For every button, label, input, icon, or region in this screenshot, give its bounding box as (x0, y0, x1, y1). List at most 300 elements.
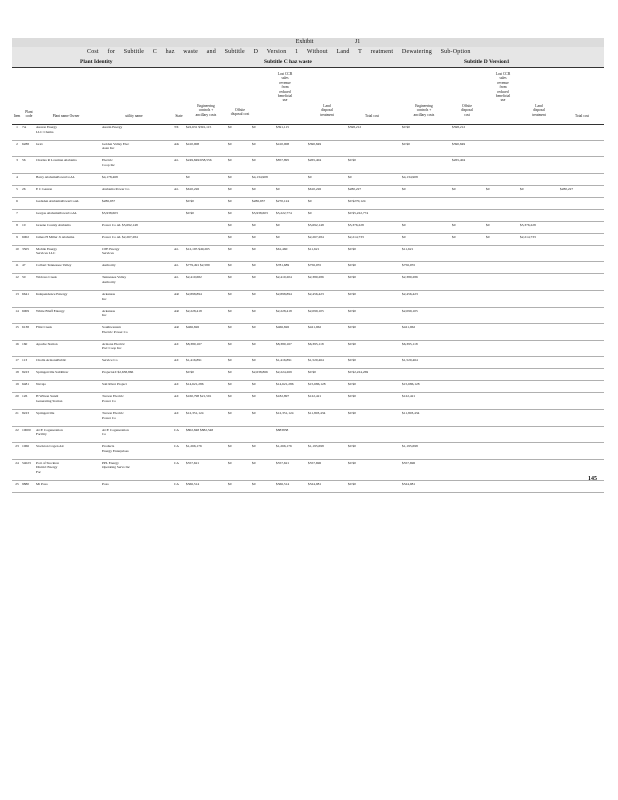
table-row (12, 393, 604, 410)
cell-disposal-c: $15,686,128 (308, 382, 326, 387)
cell-item: 1 (16, 125, 18, 129)
cell-item: 13 (15, 291, 19, 296)
cell-utility: Tennessee Valley Authority (102, 275, 127, 284)
cell-engineering-d: $524,981 (402, 481, 416, 486)
cell-owner: ACE Cogeneration Facility (36, 427, 63, 437)
cell-utility: ACE Cogeneration Co (102, 427, 129, 437)
cell-utility: Arkansas Inc (102, 291, 116, 301)
cell-offsite-c: $0 (228, 198, 232, 203)
cell-land-c: $2,228,418 (276, 308, 292, 313)
cell-land-c: $2,898,894 (276, 291, 292, 296)
cell-plant-code: 6138 (22, 325, 29, 330)
cell-total-c: $0 $2,224,269 (348, 370, 369, 375)
cell-offsite-c: $0 (228, 410, 232, 415)
cell-land-c: $410,908 (276, 141, 290, 146)
table-row (12, 427, 604, 444)
table-row (12, 481, 604, 493)
cell-lost-ccr-c: $0 (252, 325, 256, 330)
cell-owner: Widows Creek (36, 275, 57, 280)
cell-lost-ccr-c: $0 (252, 460, 256, 465)
cell-offsite-c: $0 (228, 358, 232, 363)
cell-owner: Mt Poso (36, 481, 48, 486)
header-plant-code: Plant code (25, 110, 33, 119)
cell-disposal-c: $557,696 (308, 460, 322, 465)
cell-land-d: $0 (520, 186, 524, 191)
table-row (12, 341, 604, 358)
cell-total-c: $0 $0 (348, 481, 356, 486)
cell-land-c: $14,621,286 (276, 382, 294, 387)
cell-total-c: $5,376,228 (348, 222, 364, 227)
cell-lost-ccr-c: $0 (252, 275, 256, 280)
cell-state: CA (174, 427, 179, 432)
cell-item: 5 (16, 186, 18, 191)
cell-offsite-d: $0 (452, 222, 456, 227)
cell-utility: $286,937 (102, 198, 116, 203)
cell-engineering-c: $2,410,682 (186, 275, 202, 280)
cell-offsite-c: $0 (228, 174, 232, 179)
cell-engineering-c: $566,514 (186, 481, 200, 486)
cell-owner: H Wilson Sundt Generating Station (36, 394, 63, 403)
cell-engineering-c: $160,798 $21,591 (186, 394, 212, 399)
cell-engineering-c: $466,826 (186, 325, 200, 330)
cell-lost-ccr-c: $286,937 (252, 198, 266, 203)
cell-owner: Colbert Tennessee Valley (36, 263, 72, 268)
cell-land-c: $2,410,204 (276, 275, 292, 280)
cell-owner: James H Miller Jr Alabama (36, 234, 75, 239)
header-utility: utility name (125, 114, 143, 118)
cell-land-c: $781,689 (276, 263, 290, 268)
cell-owner: Springerville SaltRiver (36, 370, 69, 375)
cell-offsite-c: $0 (228, 394, 232, 399)
cell-lost-ccr-c: $0 (252, 246, 256, 251)
cell-plant-code: 7A (22, 125, 27, 129)
cell-utility: Alabama Power Co (102, 186, 130, 191)
cell-total-c: $0 $0 (348, 382, 356, 387)
cell-owner: Port of Stockton District Energy Fac (36, 460, 59, 474)
cell-engineering-c: $0 (186, 174, 190, 179)
cell-land-c: $0 (276, 234, 280, 239)
cell-disposal-c: $1,195,698 (308, 444, 324, 449)
exhibit-number: J1 (354, 39, 361, 45)
cell-engineering-d: $0 (402, 234, 406, 239)
cell-offsite-c: $0 (228, 263, 232, 268)
cell-utility: Tucson Electric Power Co (102, 394, 124, 403)
cell-item: 25 (15, 481, 19, 486)
cell-total-c: $0 $0 (348, 341, 356, 346)
cell-utility: Austin Energy (102, 125, 123, 129)
cell-total-c: $0 $270,124 (348, 198, 366, 203)
cell-lost-ccr-d: $0 (486, 222, 490, 227)
cell-total-c: $2,214,733 (348, 234, 364, 239)
cell-disposal-c: $610,226 (308, 186, 322, 191)
cell-disposal-c: $6,395,118 (308, 341, 324, 346)
table-row (12, 186, 604, 198)
cell-utility: Electric Coop Inc (102, 158, 115, 167)
exhibit-label: Exhibit (295, 39, 314, 45)
cell-item: 21 (15, 410, 19, 415)
cell-engineering-d: $557,696 (402, 460, 416, 465)
cell-utility: CPE Energy Services (102, 246, 120, 256)
cell-engineering-c: $2,228,418 (186, 308, 202, 313)
cell-engineering-c: $14,621,286 (186, 382, 204, 387)
cell-engineering-c: $610,226 (186, 186, 200, 191)
cell-state: AK (174, 141, 180, 146)
table-row (12, 369, 604, 381)
cell-engineering-c: $12,195 $49,265 (186, 246, 210, 251)
cell-item: 7 (16, 210, 18, 215)
table-row (12, 174, 604, 186)
cell-plant-code: 54023 (22, 460, 31, 465)
cell-engineering-d: $1,520,464 (402, 358, 418, 363)
cell-lost-ccr-c: $0 (252, 308, 256, 313)
cell-disposal-c: $2,099,105 (308, 308, 324, 313)
cell-offsite-c: $0 (228, 444, 232, 449)
cell-disposal-c: $265,404 (308, 158, 322, 163)
cell-total-c: $280,227 (348, 186, 362, 191)
cell-utility: $5,938,603 (102, 210, 118, 215)
cell-item: 11 (15, 263, 19, 268)
cell-item: 8 (16, 222, 18, 227)
cell-utility: Poso (102, 481, 109, 486)
header-total: Total cost (364, 114, 380, 118)
cell-state: AR (174, 308, 179, 313)
cell-offsite-c: $0 (228, 325, 232, 330)
cell-disposal-c: $2,267,284 (308, 234, 324, 239)
cell-plant-code: 8223 (22, 370, 29, 375)
cell-engineering-c: $0 $0 (186, 370, 194, 375)
cell-disposal-c: $1,520,464 (308, 358, 324, 363)
cell-lost-ccr-c: $0 (252, 125, 256, 129)
cell-lost-ccr-d: $0 (486, 186, 490, 191)
cell-engineering-d: $122,421 (402, 394, 416, 399)
cell-item: 18 (15, 370, 19, 375)
cell-engineering-c: $0 $0 (186, 210, 194, 215)
cell-utility: Southwestern Electric Power Co (102, 325, 128, 334)
cell-offsite-c: $0 (228, 291, 232, 296)
table-row (12, 274, 604, 291)
cell-owner: Flint Creek (36, 325, 52, 330)
cell-engineering-d: $421,962 (402, 325, 416, 330)
cell-utility: Salt River Project (102, 382, 127, 387)
cell-utility: Authority (102, 263, 116, 268)
table-row (12, 381, 604, 393)
header-land-disposal: Land disposal treatment (320, 104, 334, 117)
cell-owner: Greene County Alabama (36, 222, 71, 227)
data-table-body (12, 124, 604, 493)
cell-engineering-d: $756,055 (402, 263, 416, 268)
cell-lost-ccr-c: $0 (252, 222, 256, 227)
table-row (12, 324, 604, 341)
cell-item: 2 (16, 141, 18, 146)
cell-offsite-c: $0 (228, 222, 232, 227)
cell-utility: Tucson Electric Power Co (102, 410, 124, 420)
cell-lost-ccr-c: $0 (252, 141, 256, 146)
cell-lost-ccr-c: $5,938,603 (252, 210, 268, 215)
header-engineering-d: Engineering controls + ancillary costs (413, 104, 435, 117)
cell-total-c: $0 $0 (348, 444, 356, 449)
cell-state: CA (174, 460, 179, 465)
cell-total-c: $0 (348, 174, 352, 179)
cell-item: 24 (15, 460, 19, 465)
cell-offsite-c: $0 (228, 246, 232, 251)
cell-item: 17 (15, 358, 19, 363)
cell-offsite-d: $390,849 (452, 141, 466, 146)
cell-state: AZ (174, 382, 179, 387)
cell-plant-code: 10000 (22, 427, 31, 432)
cell-land-c: $466,826 (276, 325, 290, 330)
cell-disposal-c: $524,981 (308, 481, 322, 486)
cell-state: AR (174, 291, 179, 296)
header-state: State (175, 114, 183, 118)
cell-utility: ProjectAZ $2,638,866 (102, 370, 134, 375)
table-row (12, 210, 604, 222)
cell-total-c: $0 $0 (348, 291, 356, 296)
cell-plant-code: 1066 (22, 444, 29, 449)
header-lost-ccr-d: Lost CCR sales revenue from reduced beneficial use (495, 72, 511, 103)
cell-owner: Charles R Lowman Alabama (36, 158, 77, 163)
cell-owner: Navajo (36, 382, 47, 387)
cell-offsite-c: $0 (228, 382, 232, 387)
table-row (12, 443, 604, 460)
cell-engineering-c: $779,491 $2,589 (186, 263, 210, 268)
cell-land-c: $557,621 (276, 460, 290, 465)
cell-offsite-c: $0 (228, 158, 232, 163)
cell-item: 19 (15, 382, 19, 387)
cell-plant-code: 6009 (22, 308, 29, 313)
cell-item: 12 (15, 275, 19, 280)
cell-engineering-d: $2,099,105 (402, 308, 418, 313)
cell-item: 23 (15, 444, 19, 449)
cell-lost-ccr-c: $0 (252, 158, 256, 163)
header-item: Item (13, 114, 21, 118)
cell-engineering-d: $0 (402, 222, 406, 227)
column-headers (12, 67, 604, 125)
cell-disposal-c: $11,803,434 (308, 410, 326, 415)
cell-plant-code: 6002 (22, 234, 29, 239)
cell-offsite-c: $0 (228, 275, 232, 280)
table-row (12, 308, 604, 325)
cell-engineering-d: $6,395,118 (402, 341, 418, 346)
cell-offsite-d: $0 (452, 234, 456, 239)
cell-land-c: $61,460 (276, 246, 288, 251)
cell-lost-ccr-d: $0 (486, 234, 490, 239)
cell-item: 20 (15, 394, 19, 399)
cell-owner: Gorgas AlabamaPowerCoAL (36, 210, 78, 215)
cell-offsite-c: $0 (228, 370, 232, 375)
cell-owner: Mobile Energy Services LLC (36, 246, 58, 256)
cell-engineering-d: $1,195,698 (402, 444, 418, 449)
cell-total-c: $0 $0 (348, 308, 356, 313)
cell-disposal-c: $5,692,148 (308, 222, 324, 227)
header-engineering: Engineering controls + ancillary costs (195, 104, 217, 117)
cell-engineering-c: $802,848 $882,548 (186, 427, 214, 432)
cell-disposal-c: $2,380,286 (308, 275, 324, 280)
cell-offsite-c: $0 (228, 308, 232, 313)
cell-plant-code: 10 (22, 222, 26, 227)
cell-land-c: $270,124 (276, 198, 290, 203)
cell-engineering-c: $8,380,167 (186, 341, 202, 346)
cell-state: CA (174, 481, 179, 486)
cell-owner: Springerville (36, 410, 55, 415)
cell-engineering-c: $410,908 (186, 141, 200, 146)
cell-disposal-c: $0 $0 (308, 370, 316, 375)
cell-offsite-d: $265,404 (452, 158, 466, 163)
cell-total-c: $0 $0 (348, 275, 356, 280)
cell-plant-code: 160 (22, 341, 28, 346)
cell-disposal-c: $0 (308, 210, 312, 215)
cell-utility: $4,178,468 (102, 174, 118, 179)
cell-state: CA (174, 444, 179, 449)
cell-lost-ccr-c: $0 (252, 291, 256, 296)
table-row (12, 157, 604, 174)
header-offsite: Offsite disposal cost (230, 108, 250, 117)
cell-plant-code: 8223 (22, 410, 29, 415)
cell-land-c: $1,416,891 (276, 358, 292, 363)
cell-land-c: $12,351,124 (276, 410, 294, 415)
cell-state: AZ (174, 358, 179, 363)
cell-land-c: $0 (276, 222, 280, 227)
cell-owner: Grav (36, 141, 43, 146)
cell-plant-code: 6641 (22, 291, 29, 296)
cell-land-c: $883838 (276, 427, 289, 432)
cell-engineering-c: $249,849/658,556 (186, 158, 212, 163)
cell-engineering-d: $4,134,908 (402, 174, 418, 179)
cell-land-c: $391,115 (276, 125, 289, 129)
table-row (12, 124, 604, 141)
cell-state: TX (174, 125, 179, 129)
cell-engineering-d: $11,621 (402, 246, 414, 251)
cell-total-c: $0 $0 (348, 358, 356, 363)
cell-disposal-c: $756,055 (308, 263, 322, 268)
cell-lost-ccr-c: $0 (252, 410, 256, 415)
table-row (12, 198, 604, 210)
subtitle-d-heading: Subtitle D Version1 (464, 59, 510, 65)
cell-offsite-c: $0 (228, 341, 232, 346)
cell-item: 9 (16, 234, 18, 239)
cell-offsite-c: $0 (228, 186, 232, 191)
cell-owner: E C Gaston (36, 186, 53, 191)
cell-item: 4 (16, 174, 18, 179)
title-line: Cost for Subtitle C haz waste and Subtitle D Version 1 Without Land T reatment Dewatering Sub-Option (87, 49, 471, 55)
exhibit-banner (12, 38, 604, 47)
cell-engineering-d: $0 (402, 186, 406, 191)
cell-item: 14 (15, 308, 19, 313)
cell-engineering-d: $11,803,434 (402, 410, 420, 415)
cell-disposal-c: $0 (308, 174, 312, 179)
header-total-d: Total cost (574, 114, 590, 118)
cell-lost-ccr-c: $0 (252, 234, 256, 239)
cell-lost-ccr-c: $0 (252, 394, 256, 399)
cell-total-c: $0 $0 (348, 460, 356, 465)
cell-offsite-d: $0 (452, 186, 456, 191)
cell-owner: Independence Entergy (36, 291, 68, 296)
cell-offsite-d: $598,212 (452, 125, 466, 129)
cell-lost-ccr-c: $4,134,908 (252, 174, 268, 179)
cell-engineering-d: $0 $0 (402, 125, 410, 129)
cell-engineering-c: $557,621 (186, 460, 200, 465)
cell-total-c: $0 $0 (348, 158, 356, 163)
cell-total-c: $598,212 (348, 125, 362, 129)
header-owner: Plant name Owner (52, 114, 80, 118)
cell-engineering-d: $2,380,286 (402, 275, 418, 280)
cell-owner: Apache Station (36, 341, 58, 346)
cell-disposal-c: $11,621 (308, 246, 320, 251)
cell-lost-ccr-c: $0 (252, 186, 256, 191)
table-row (12, 291, 604, 308)
cell-state: AR (174, 325, 179, 330)
cell-plant-code: 26 (22, 186, 26, 191)
header-land-disposal-d: Land disposal treatment (532, 104, 546, 117)
cell-owner: Cholla ArizonaPublic (36, 358, 67, 363)
cell-engineering-c: $2,898,894 (186, 291, 202, 296)
table-row (12, 262, 604, 274)
cell-total-c: $0 $5,222,774 (348, 210, 369, 215)
cell-plant-code: 56 (22, 158, 26, 163)
cell-state: AL (174, 263, 179, 268)
cell-disposal-c: $0 (308, 198, 312, 203)
cell-total-d: $280,227 (560, 186, 574, 191)
header-offsite-d: Offsite disposal cost (461, 104, 473, 117)
cell-land-c: $0 (276, 186, 280, 191)
cell-lost-ccr-c: $0 (252, 263, 256, 268)
cell-offsite-c: $0 (228, 125, 232, 129)
cell-engineering-c: $0 $0 (186, 198, 194, 203)
cell-disposal-c: $2,456,423 (308, 291, 324, 296)
cell-lost-ccr-c: $0 (252, 382, 256, 387)
cell-state: AZ (174, 341, 179, 346)
cell-total-c: $0 $0 (348, 325, 356, 330)
cell-state: AL (174, 275, 179, 280)
cell-state: AL (174, 186, 179, 191)
cell-offsite-c: $0 (228, 234, 232, 239)
cell-state: AZ (174, 394, 179, 399)
cell-owner: Gadsden AlabamaPowerCoAL (36, 198, 80, 203)
cell-offsite-c: $0 (228, 141, 232, 146)
page-number: 145 (588, 476, 597, 482)
cell-engineering-c: $22,631 $391,115 (186, 125, 212, 129)
cell-offsite-c: $0 (228, 210, 232, 215)
cell-engineering-d: $2,456,423 (402, 291, 418, 296)
cell-offsite-c: $0 (228, 481, 232, 486)
cell-state: AL (174, 158, 179, 163)
cell-utility: Golden Valley Elec Assn Inc (102, 141, 130, 151)
cell-offsite-c: $0 (228, 460, 232, 465)
table-row (12, 141, 604, 158)
cell-owner: Stockton Cogen Air (36, 444, 64, 449)
cell-utility: Power Co AL $2,267,284 (102, 234, 138, 239)
cell-plant-code: 113 (22, 358, 28, 363)
cell-land-d: $2,214,733 (520, 234, 536, 239)
cell-owner: White Bluff Entergy (36, 308, 65, 313)
cell-owner: Auston Energy LLC Chama (36, 125, 58, 134)
cell-lost-ccr-c: $0 (252, 444, 256, 449)
cell-land-c: $8,380,167 (276, 341, 292, 346)
cell-land-d: $5,376,228 (520, 222, 536, 227)
cell-plant-code: 126 (22, 394, 28, 399)
cell-land-c: $566,514 (276, 481, 290, 486)
table-row (12, 222, 604, 234)
cell-item: 15 (15, 325, 19, 330)
cell-total-c: $0 $0 (348, 246, 356, 251)
header-lost-ccr: Lost CCR sales revenue from reduced beneficial use (277, 72, 293, 103)
cell-disposal-c: $421,962 (308, 325, 322, 330)
cell-state: AL (174, 246, 179, 251)
cell-utility: Products Energy Enterprises (102, 444, 129, 453)
cell-plant-code: 6481 (22, 382, 29, 387)
cell-plant-code: 6288 (22, 141, 29, 146)
cell-lost-ccr-c: $0 (252, 358, 256, 363)
cell-engineering-c: $12,351,124 (186, 410, 204, 415)
